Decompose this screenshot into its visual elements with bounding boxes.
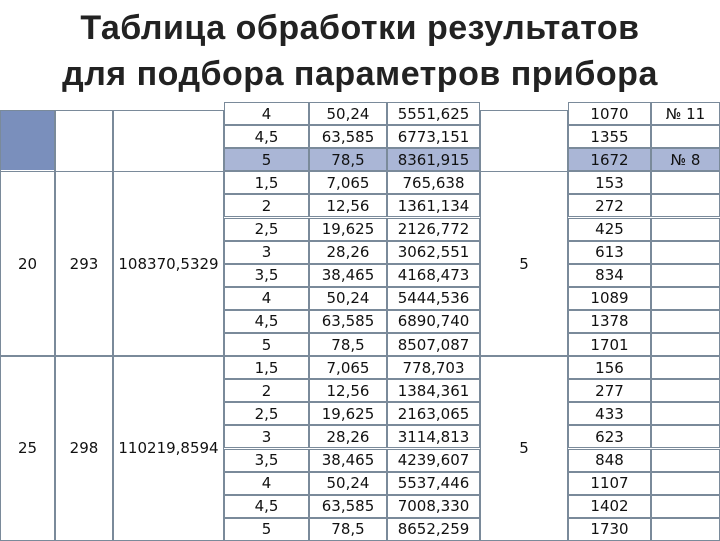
value-cell: 2126,772	[387, 218, 480, 241]
area-cell: 50,24	[309, 472, 387, 495]
area-cell: 63,585	[309, 310, 387, 333]
value-cell: 1384,361	[387, 379, 480, 402]
area-cell: 63,585	[309, 125, 387, 148]
count-cell: 1701	[568, 333, 651, 356]
area-cell: 78,5	[309, 518, 387, 541]
diameter-cell: 4	[224, 287, 309, 310]
area-cell: 12,56	[309, 194, 387, 217]
group-c-cell: 108370,5329	[113, 171, 224, 356]
group-c-cell	[113, 110, 224, 172]
area-cell: 78,5	[309, 333, 387, 356]
value-cell: 8507,087	[387, 333, 480, 356]
diameter-cell: 5	[224, 518, 309, 541]
note-cell	[651, 241, 720, 264]
count-cell: 1070	[568, 102, 651, 125]
group-a-cell: 20	[0, 171, 55, 356]
group-m-cell: 5	[480, 356, 568, 541]
count-cell: 156	[568, 356, 651, 379]
note-cell	[651, 171, 720, 194]
count-cell: 1089	[568, 287, 651, 310]
diameter-cell: 2,5	[224, 218, 309, 241]
area-cell: 12,56	[309, 379, 387, 402]
diameter-cell: 3	[224, 241, 309, 264]
page-title-line-1: Таблица обработки результатов	[0, 8, 720, 48]
area-cell: 50,24	[309, 287, 387, 310]
note-cell	[651, 402, 720, 425]
area-cell: 7,065	[309, 356, 387, 379]
value-cell: 3062,551	[387, 241, 480, 264]
value-cell: 5444,536	[387, 287, 480, 310]
note-cell	[651, 218, 720, 241]
value-cell: 7008,330	[387, 495, 480, 518]
value-cell: 4168,473	[387, 264, 480, 287]
area-cell: 78,5	[309, 148, 387, 171]
area-cell: 28,26	[309, 425, 387, 448]
diameter-cell: 1,5	[224, 356, 309, 379]
note-cell	[651, 425, 720, 448]
diameter-cell: 2	[224, 379, 309, 402]
group-a-cell	[0, 110, 55, 172]
diameter-cell: 5	[224, 333, 309, 356]
count-cell: 1730	[568, 518, 651, 541]
value-cell: 765,638	[387, 171, 480, 194]
count-cell: 848	[568, 449, 651, 472]
note-cell	[651, 287, 720, 310]
count-cell: 272	[568, 194, 651, 217]
group-b-cell	[55, 110, 113, 172]
value-cell: 6773,151	[387, 125, 480, 148]
value-cell: 3114,813	[387, 425, 480, 448]
diameter-cell: 4	[224, 472, 309, 495]
diameter-cell: 5	[224, 148, 309, 171]
value-cell: 8652,259	[387, 518, 480, 541]
group-m-cell	[480, 110, 568, 172]
value-cell: 2163,065	[387, 402, 480, 425]
value-cell: 1361,134	[387, 194, 480, 217]
area-cell: 28,26	[309, 241, 387, 264]
count-cell: 1672	[568, 148, 651, 171]
diameter-cell: 4,5	[224, 125, 309, 148]
note-cell: № 11	[651, 102, 720, 125]
area-cell: 19,625	[309, 402, 387, 425]
group-b-cell: 298	[55, 356, 113, 541]
area-cell: 63,585	[309, 495, 387, 518]
note-cell	[651, 379, 720, 402]
note-cell	[651, 194, 720, 217]
group-b-cell: 293	[55, 171, 113, 356]
diameter-cell: 4,5	[224, 310, 309, 333]
note-cell	[651, 333, 720, 356]
count-cell: 623	[568, 425, 651, 448]
count-cell: 277	[568, 379, 651, 402]
count-cell: 153	[568, 171, 651, 194]
note-cell	[651, 125, 720, 148]
diameter-cell: 3,5	[224, 264, 309, 287]
area-cell: 19,625	[309, 218, 387, 241]
note-cell	[651, 472, 720, 495]
count-cell: 425	[568, 218, 651, 241]
area-cell: 50,24	[309, 102, 387, 125]
count-cell: 1355	[568, 125, 651, 148]
count-cell: 433	[568, 402, 651, 425]
value-cell: 6890,740	[387, 310, 480, 333]
note-cell	[651, 495, 720, 518]
diameter-cell: 2,5	[224, 402, 309, 425]
count-cell: 1402	[568, 495, 651, 518]
group-c-cell: 110219,8594	[113, 356, 224, 541]
diameter-cell: 3	[224, 425, 309, 448]
group-a-cell: 25	[0, 356, 55, 541]
diameter-cell: 3,5	[224, 449, 309, 472]
area-cell: 38,465	[309, 449, 387, 472]
area-cell: 38,465	[309, 264, 387, 287]
value-cell: 5537,446	[387, 472, 480, 495]
note-cell	[651, 356, 720, 379]
group-m-cell: 5	[480, 171, 568, 356]
value-cell: 4239,607	[387, 449, 480, 472]
count-cell: 613	[568, 241, 651, 264]
note-cell	[651, 310, 720, 333]
diameter-cell: 1,5	[224, 171, 309, 194]
diameter-cell: 4,5	[224, 495, 309, 518]
value-cell: 5551,625	[387, 102, 480, 125]
note-cell	[651, 264, 720, 287]
note-cell	[651, 518, 720, 541]
count-cell: 1107	[568, 472, 651, 495]
count-cell: 1378	[568, 310, 651, 333]
diameter-cell: 2	[224, 194, 309, 217]
page-title-line-2: для подбора параметров прибора	[0, 54, 720, 102]
diameter-cell: 4	[224, 102, 309, 125]
note-cell	[651, 449, 720, 472]
count-cell: 834	[568, 264, 651, 287]
value-cell: 778,703	[387, 356, 480, 379]
note-cell: № 8	[651, 148, 720, 171]
area-cell: 7,065	[309, 171, 387, 194]
value-cell: 8361,915	[387, 148, 480, 171]
